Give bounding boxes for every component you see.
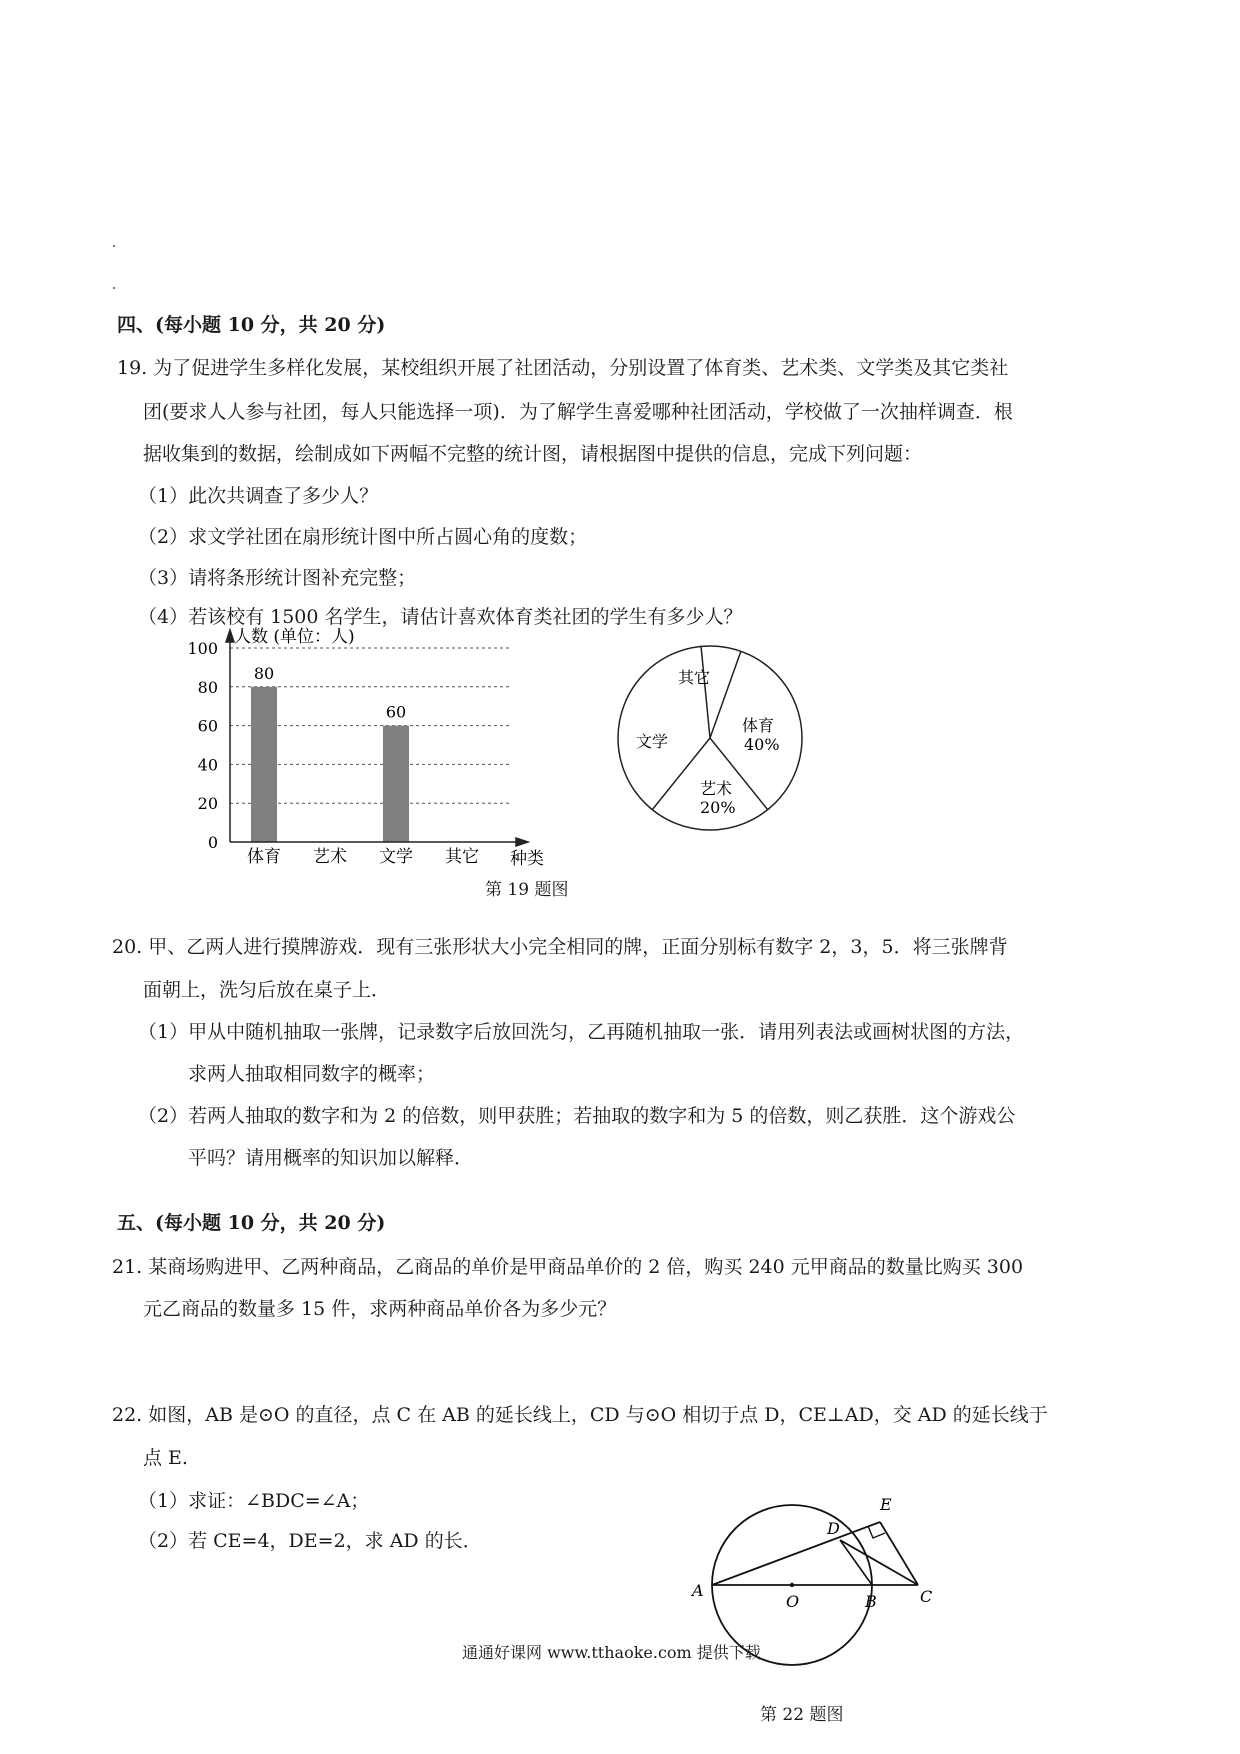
q20-line-2: 面朝上，洗匀后放在桌子上． (143, 979, 391, 1001)
q22-figure-caption: 第 22 题图 (760, 1705, 844, 1725)
q19-line-2: 团(要求人人参与社团，每人只能选择一项)．为了解学生喜爱哪种社团活动，学校做了一次抽样调查．根 (143, 401, 1013, 423)
pie-slice-label-other: 其它 (678, 668, 711, 687)
q19-line-1: 19. 为了促进学生多样化发展，某校组织开展了社团活动，分别设置了体育类、艺术类、文学类及其它类社 (117, 357, 1009, 379)
bar-data-label: 60 (385, 702, 407, 722)
q22-line-2: 点 E. (143, 1447, 188, 1469)
label-c: C (920, 1587, 933, 1606)
pie-slice-percent-sports: 40% (744, 735, 780, 754)
q19-line-3: 据收集到的数据，绘制成如下两幅不完整的统计图，请根据图中提供的信息，完成下列问题： (143, 443, 923, 465)
line-ec (880, 1522, 918, 1585)
scan-speck (113, 245, 115, 247)
y-tick-label: 20 (197, 794, 218, 814)
bar (251, 687, 277, 842)
scan-speck (113, 287, 115, 289)
section-5-title: 五、(每小题 10 分，共 20 分) (117, 1212, 386, 1234)
label-a: A (692, 1581, 704, 1600)
label-d: D (827, 1519, 840, 1538)
q19-figure-caption: 第 19 题图 (485, 880, 569, 900)
line-ae (712, 1522, 880, 1585)
pie-slice-percent-art: 20% (700, 798, 736, 817)
line-db (840, 1540, 872, 1585)
section-4-title: 四、(每小题 10 分，共 20 分) (117, 314, 386, 336)
y-axis-arrow (226, 630, 234, 642)
q21-line-2: 元乙商品的数量多 15 件，求两种商品单价各为多少元？ (143, 1298, 617, 1320)
y-tick-label: 100 (187, 639, 218, 658)
q20-item-2-line-1: （2）若两人抽取的数字和为 2 的倍数，则甲获胜；若抽取的数字和为 5 的倍数，则乙获胜．这个游戏公 (138, 1105, 1016, 1127)
geometry-figure (680, 1460, 940, 1650)
pie-slice-label-literature: 文学 (636, 732, 669, 751)
bar-data-label: 80 (253, 663, 275, 683)
pie-boundary (710, 651, 741, 738)
pie-chart (610, 630, 810, 850)
q20-item-1-line-2: 求两人抽取相同数字的概率； (188, 1063, 436, 1085)
label-e: E (880, 1495, 892, 1514)
pie-boundary (701, 646, 710, 738)
label-o: O (786, 1592, 800, 1611)
footer-watermark: 通通好课网 www.tthaoke.com 提供下载 (462, 1643, 761, 1662)
x-tick-label: 其它 (445, 847, 479, 867)
x-tick-label: 文学 (379, 847, 413, 867)
q20-item-2-line-2: 平吗？请用概率的知识加以解释． (188, 1147, 474, 1169)
q19-item-3: （3）请将条形统计图补充完整； (138, 567, 417, 589)
center-point (790, 1583, 794, 1587)
pie-slice-label-art: 艺术 (700, 779, 733, 798)
pie-slice-label-sports: 体育 (742, 716, 775, 735)
line-dc (840, 1540, 918, 1585)
q22-item-2: （2）若 CE=4，DE=2，求 AD 的长． (138, 1530, 482, 1552)
q19-item-4: （4）若该校有 1500 名学生，请估计喜欢体育类社团的学生有多少人？ (138, 606, 743, 628)
q19-item-1: （1）此次共调查了多少人？ (138, 485, 379, 507)
bar (383, 726, 409, 842)
y-tick-label: 0 (207, 833, 218, 852)
q19-item-2: （2）求文学社团在扇形统计图中所占圆心角的度数； (138, 526, 588, 548)
q20-item-1-line-1: （1）甲从中随机抽取一张牌，记录数字后放回洗匀，乙再随机抽取一张．请用列表法或画树状图的方法， (138, 1021, 1025, 1043)
x-axis-arrow (516, 838, 528, 846)
y-tick-label: 40 (197, 755, 218, 775)
q20-line-1: 20. 甲、乙两人进行摸牌游戏．现有三张形状大小完全相同的牌，正面分别标有数字 2，3，5．将三张牌背 (112, 936, 1008, 958)
x-tick-label: 体育 (247, 847, 281, 867)
bar-chart (180, 620, 544, 870)
x-tick-label: 艺术 (313, 847, 347, 867)
y-tick-label: 80 (197, 677, 218, 697)
y-axis-label: 人数 (单位：人) (234, 627, 355, 647)
y-tick-label: 60 (197, 716, 218, 736)
q22-item-1: （1）求证：∠BDC=∠A； (138, 1490, 370, 1512)
label-b: B (865, 1592, 877, 1611)
q22-line-1: 22. 如图，AB 是⊙O 的直径，点 C 在 AB 的延长线上，CD 与⊙O 相切于点 D，CE⊥AD，交 AD 的延长线于 (112, 1404, 1048, 1426)
q21-line-1: 21. 某商场购进甲、乙两种商品，乙商品的单价是甲商品单价的 2 倍，购买 240 元甲商品的数量比购买 300 (112, 1256, 1024, 1278)
x-axis-label: 种类 (510, 849, 544, 869)
